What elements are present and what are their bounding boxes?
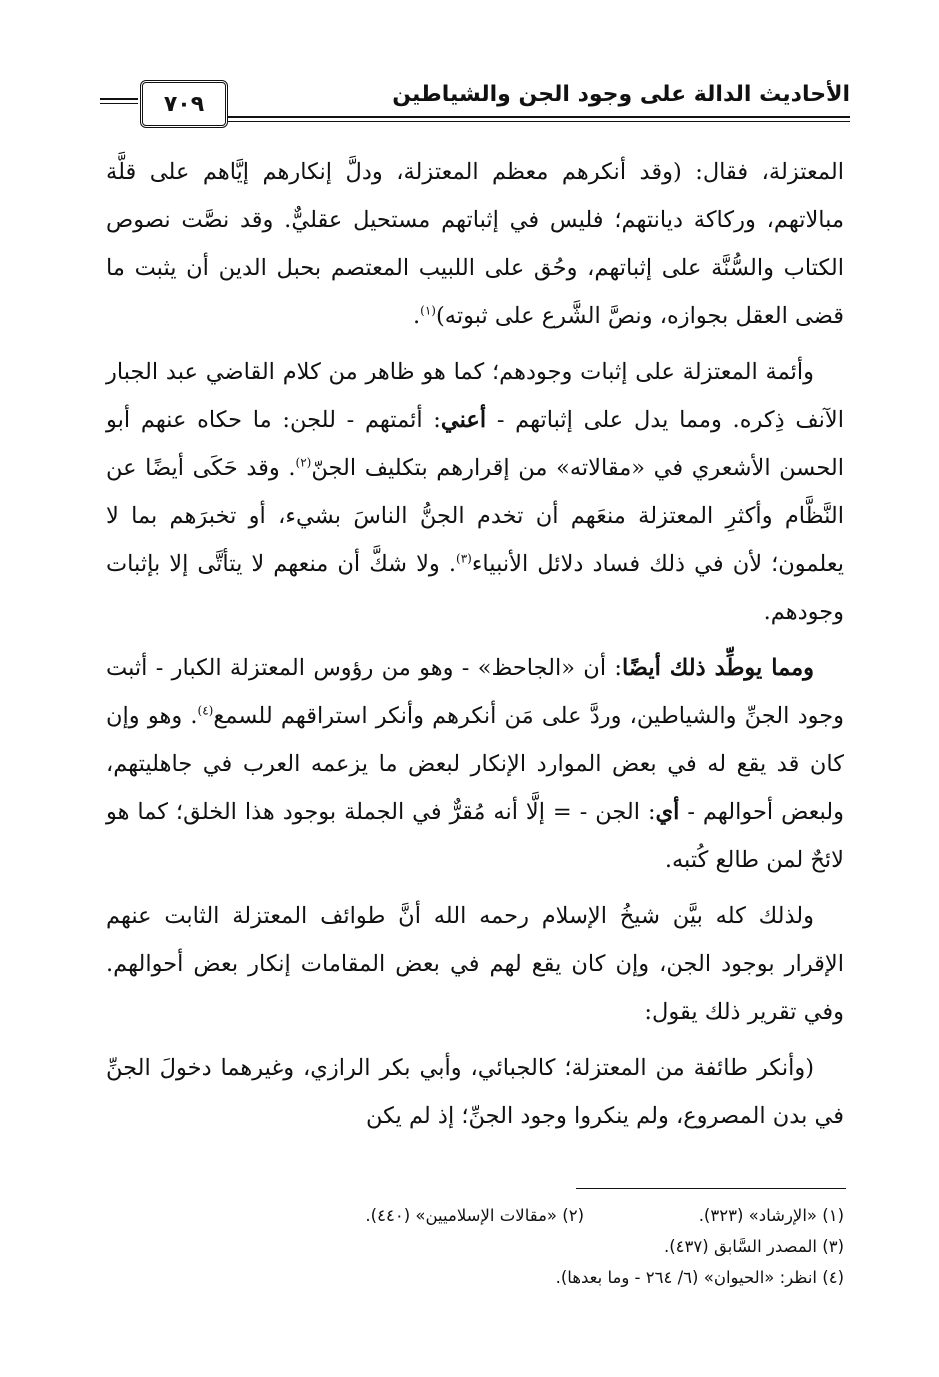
paragraph — [106, 644, 844, 884]
footnote-marker: (٤) — [197, 703, 214, 718]
page-number: ٧٠٩ — [140, 80, 228, 128]
footnote-row — [106, 1231, 844, 1262]
paragraph — [106, 892, 844, 1036]
footnote-row — [106, 1200, 844, 1231]
text-run: المعتزلة، فقال: (وقد أنكرهم معظم المعتزلة، ودلَّ إنكارهم إيَّاهم على قلَّة مبالاتهم، وركاكة ديانتهم؛ فليس في إثباتهم مستحيل عقليٌّ. وقد نصَّت نصوص الكتاب والسُّنَّة على إثباتهم، وحُق على اللبيب المعتصم بحبل الدين أن يثبت ما قضى العقل بجوازه، ونصَّ الشَّرع على ثبوته) — [106, 159, 844, 329]
bold-term: أعني — [440, 407, 487, 433]
text-run: . وقد حَكَى أيضًا عن النَّظَّام وأكثرِ المعتزلة منعَهم أن تخدم الجنُّ الناسَ بشيء، أو تخبرَهم بما لا يعلمون؛ لأن في ذلك فساد دلائل الأنبياء — [106, 455, 844, 577]
footnote-2: (٢) «مقالات الإسلاميين» (٤٤٠). — [365, 1206, 584, 1225]
footnote-marker: (٢) — [295, 455, 312, 470]
text-run: . ولا شكَّ أن منعهم لا يتأتَّى إلا بإثبات وجودهم. — [106, 551, 844, 625]
footnotes — [106, 1200, 844, 1293]
page-header — [100, 72, 850, 132]
header-rule-left — [100, 98, 138, 104]
text-run: (وأنكر طائفة من المعتزلة؛ كالجبائي، وأبي بكر الرازي، وغيرهما دخولَ الجنِّ في بدن المصروع، ولم ينكروا وجود الجنِّ؛ إذ لم يكن — [106, 1055, 844, 1129]
bold-term: ومما يوطِّد ذلك أيضًا — [621, 655, 814, 681]
text-run: ولذلك كله بيَّن شيخُ الإسلام رحمه الله أنَّ طوائف المعتزلة الثابت عنهم الإقرار بوجود الجن، وإن كان يقع لهم في بعض المقامات إنكار بعض أحوالهم. وفي تقرير ذلك يقول: — [106, 903, 844, 1025]
text-run: وأئمة المعتزلة على إثبات وجودهم؛ كما هو ظاهر من كلام القاضي عبد الجبار الآنف ذِكره. ومما يدل على إثباتهم - — [106, 359, 844, 433]
text-run: : أن «الجاحظ» - وهو من رؤوس المعتزلة الكبار - أثبت وجود الجنِّ والشياطين، وردَّ على مَن أنكرهم وأنكر استراقهم للسمع — [106, 655, 845, 729]
text-run: : أئمتهم - للجن: ما حكاه عنهم أبو الحسن الأشعري في «مقالاته» من إقرارهم بتكليف الجنّ — [106, 407, 844, 481]
running-title: الأحاديث الدالة على وجود الجن والشياطين — [392, 82, 850, 107]
paragraph — [106, 348, 844, 636]
footnote-row — [106, 1262, 844, 1293]
paragraph — [106, 1044, 844, 1140]
footnote-marker: (٣) — [456, 551, 472, 566]
footnote-1: (١) «الإرشاد» (٣٢٣). — [698, 1206, 844, 1225]
text-run: . وهو وإن كان قد يقع له في بعض الموارد الإنكار لبعض ما يزعمه العرب في جاهليتهم، ولبعض أحوالهم - — [106, 703, 844, 825]
footnote-marker: (١) — [420, 303, 436, 318]
bold-term: أي — [655, 799, 680, 825]
paragraph — [106, 148, 844, 340]
footnote-4: (٤) انظر: «الحيوان» (٦/ ٢٦٤ - وما بعدها). — [555, 1268, 844, 1287]
header-rule — [228, 116, 850, 122]
footnote-3: (٣) المصدر السَّابق (٤٣٧). — [663, 1237, 844, 1256]
footnote-separator — [576, 1188, 846, 1189]
body-text — [106, 148, 844, 1148]
text-run: : الجن - = إلَّا أنه مُقرٌّ في الجملة بوجود هذا الخلق؛ كما هو لائحٌ لمن طالع كُتبه. — [106, 799, 844, 873]
text-run: . — [413, 303, 421, 329]
